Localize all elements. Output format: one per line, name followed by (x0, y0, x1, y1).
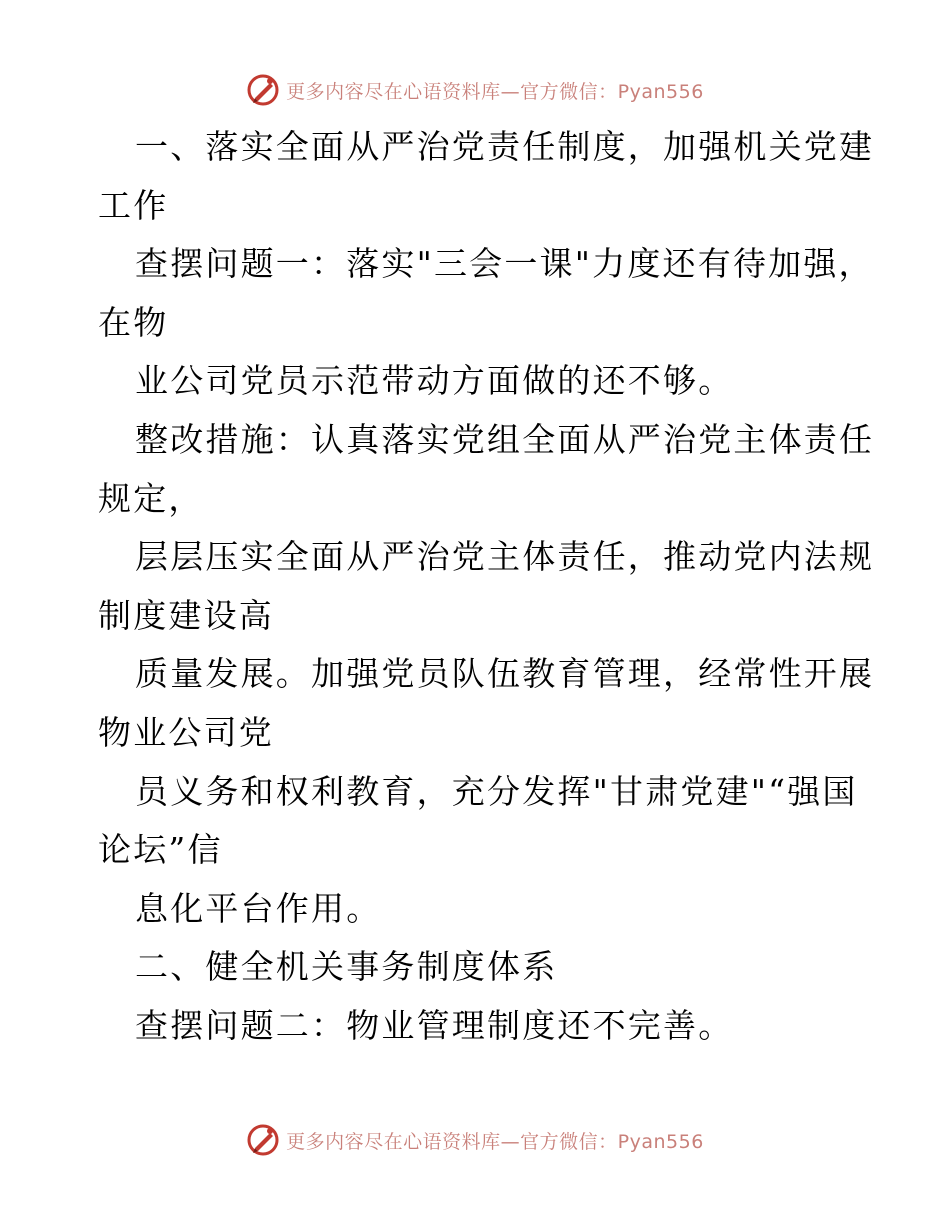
text-line: 员义务和权利教育，充分发挥"甘肃党建"“强国 (135, 771, 858, 811)
pen-logo-icon (246, 73, 280, 107)
text-line: 业公司党员示范带动方面做的还不够。 (135, 361, 734, 401)
text-line: 在物 (98, 302, 169, 342)
text-line: 质量发展。加强党员队伍教育管理，经常性开展 (135, 654, 875, 694)
text-line: 物业公司党 (98, 712, 274, 752)
text-line: 制度建设高 (98, 595, 274, 635)
text-line: 二、健全机关事务制度体系 (135, 947, 558, 987)
text-line: 论坛”信 (98, 830, 223, 870)
text-line: 整改措施：认真落实党组全面从严治党主体责任 (135, 419, 875, 459)
watermark-text: 更多内容尽在心语资料库—官方微信：Pyan556 (286, 1130, 704, 1153)
text-line: 查摆问题二：物业管理制度还不完善。 (135, 1005, 734, 1045)
text-line: 查摆问题一：落实"三会一课"力度还有待加强， (135, 244, 874, 284)
text-line: 规定， (98, 478, 204, 518)
text-line: 层层压实全面从严治党主体责任，推动党内法规 (135, 537, 875, 577)
document-body (98, 118, 875, 1056)
header-watermark (0, 70, 950, 110)
text-line: 息化平台作用。 (135, 888, 382, 928)
text-line: 工作 (98, 185, 169, 225)
watermark-text: 更多内容尽在心语资料库—官方微信：Pyan556 (286, 80, 704, 103)
footer-watermark (0, 1120, 950, 1160)
text-line: 一、落实全面从严治党责任制度，加强机关党建 (135, 127, 875, 166)
pen-logo-icon (246, 1123, 280, 1157)
